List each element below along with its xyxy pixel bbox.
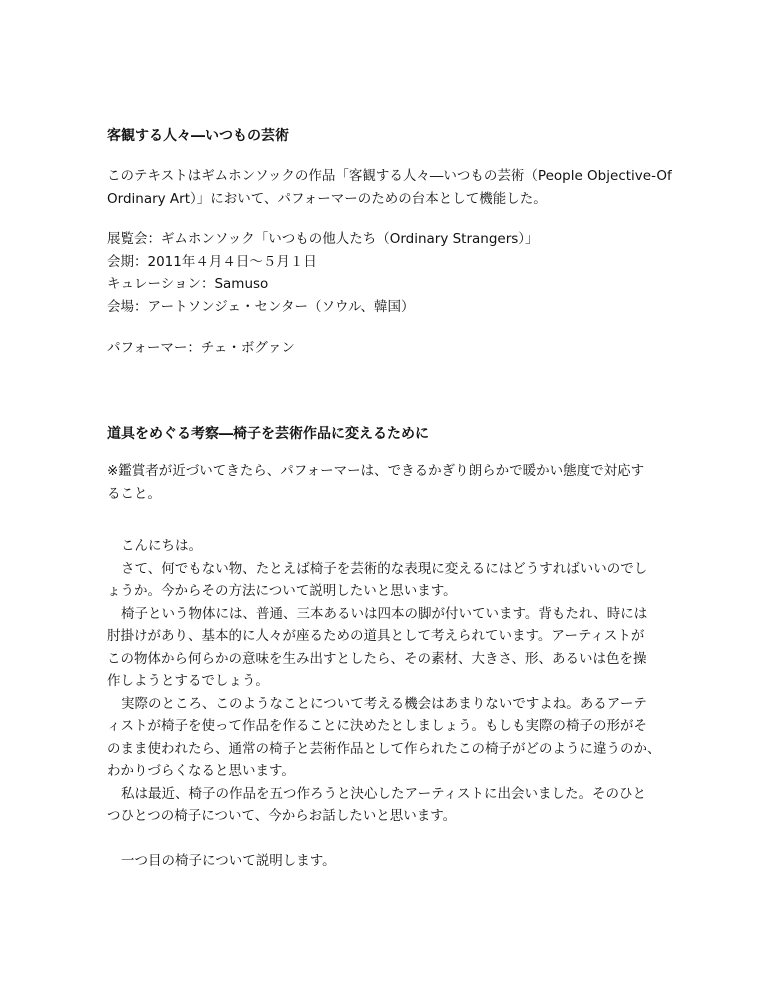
body-line: 肘掛けがあり、基本的に人々が座るための道具として考えられています。アーティストが — [107, 628, 645, 644]
body-line: さて、何でもない物、たとえば椅子を芸術的な表現に変えるにはどうすればいいのでし — [121, 560, 648, 577]
body-line: ょうか。今からその方法について説明したいと思います。 — [107, 583, 457, 599]
venue-line: 会場：アートソンジェ・センター（ソウル、韓国） — [107, 298, 415, 315]
intro-line: このテキストはギムホンソックの作品「客観する人々―いつもの芸術（People Objective-Of — [107, 168, 672, 184]
body-line: のまま使われたら、通常の椅子と芸術作品として作られたこの椅子がどのように違うのか、 — [107, 740, 661, 757]
curation-line: キュレーション：Samuso — [107, 276, 269, 292]
body-line: ィストが椅子を使って作品を作ることに決めたとしましょう。もしも実際の椅子の形がそ — [107, 718, 647, 734]
body-line: 私は最近、椅子の作品を五つ作ろうと決心したアーティストに出会いました。そのひと — [121, 785, 647, 802]
exhibition-info — [107, 228, 667, 318]
section-title-people-objective: 客観する人々―いつもの芸術 — [107, 128, 289, 144]
intro-paragraph — [107, 165, 672, 210]
intro-line: Ordinary Art）」において、パフォーマーのための台本として機能した。 — [107, 190, 547, 207]
period-line: 会期：2011年４月４日～５月１日 — [107, 253, 317, 270]
note-line: ※鑑賞者が近づいてきたら、パフォーマーは、できるかぎり朗らかで暖かい態度で対応す — [107, 463, 645, 479]
exhibition-line: 展覧会：ギムホンソック「いつもの他人たち（Ordinary Strangers）」 — [107, 231, 539, 247]
body-line: 椅子という物体には、普通、三本あるいは四本の脚が付いています。背もたれ、時には — [121, 605, 648, 622]
performer-line: パフォーマー：チェ・ボグァン — [107, 340, 295, 356]
body-line: わかりづらくなると思います。 — [107, 763, 295, 779]
body-line: 実際のところ、このようなことについて考える機会はあまりないですよね。あるアーテ — [121, 695, 647, 712]
body-line: 作しようとするでしょう。 — [107, 673, 269, 689]
note-paragraph — [107, 460, 667, 505]
closing-text: 一つ目の椅子について説明します。 — [121, 853, 336, 869]
body-text — [107, 535, 667, 828]
note-line: ること。 — [107, 485, 161, 502]
body-line: つひとつの椅子について、今からお話したいと思います。 — [107, 808, 457, 824]
body-line: この物体から何らかの意味を生み出すとしたら、その素材、大きさ、形、あるいは色を操 — [107, 650, 647, 667]
body-line: こんにちは。 — [121, 538, 202, 554]
closing-line — [107, 850, 667, 873]
section-title-tools: 道具をめぐる考察―椅子を芸術作品に変えるために — [107, 426, 429, 442]
